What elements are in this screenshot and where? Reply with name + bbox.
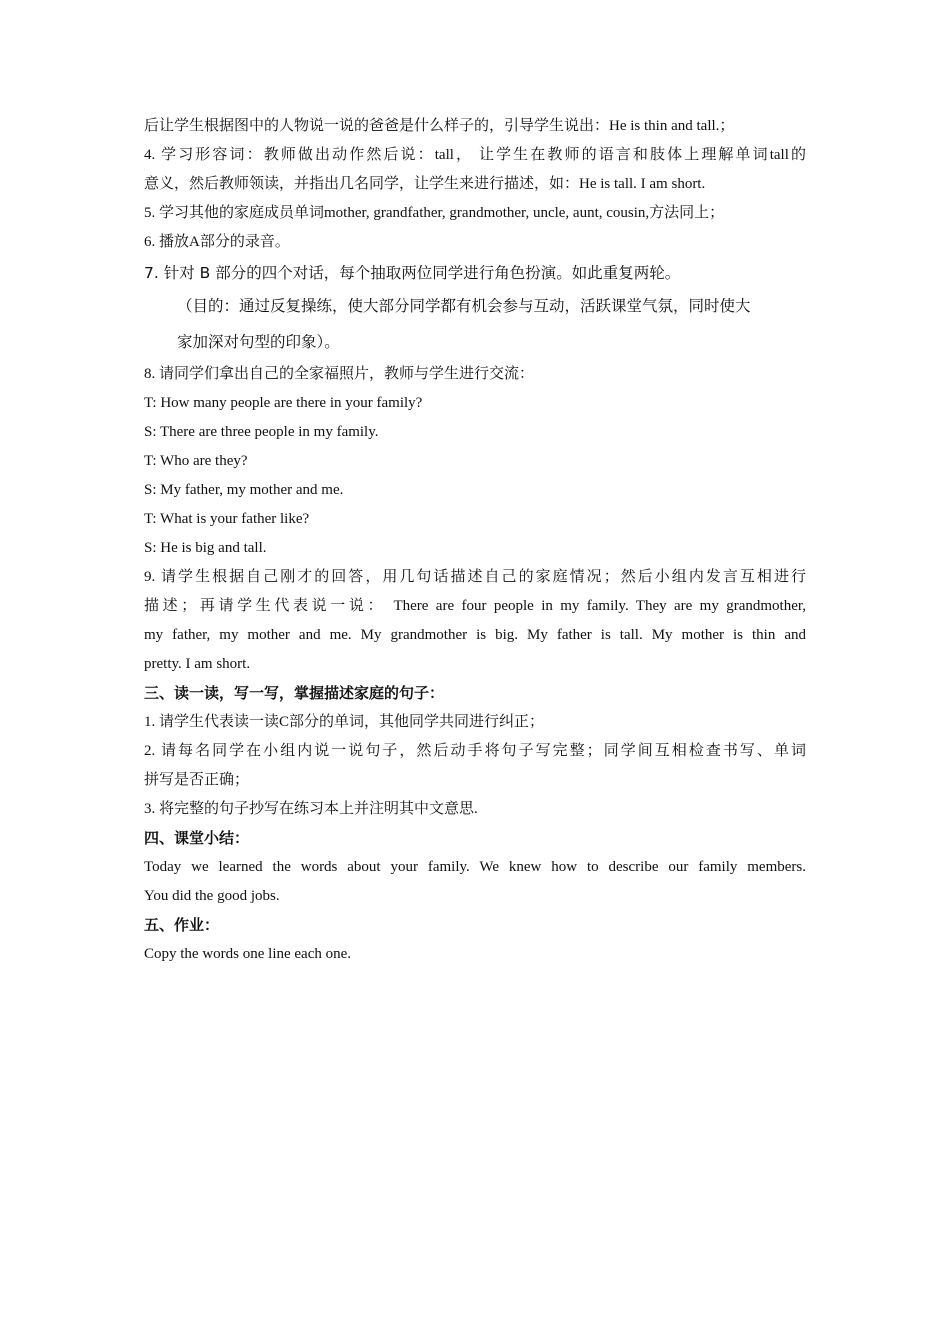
dialog-line: S: He is big and tall. bbox=[144, 540, 267, 556]
dialog-line: T: How many people are there in your family? bbox=[144, 395, 423, 411]
text-line: 家加深对句型的印象）。 bbox=[177, 333, 340, 351]
text-line: 1. 请学生代表读一读C部分的单词，其他同学共同进行纠正； bbox=[144, 714, 545, 730]
dialog-line: T: Who are they? bbox=[144, 453, 248, 469]
text-line: 拼写是否正确； bbox=[144, 772, 250, 788]
text-line: 7. 针对 B 部分的四个对话，每个抽取两位同学进行角色扮演。如此重复两轮。 bbox=[144, 264, 681, 282]
section-heading: 三、读一读，写一写，掌握描述家庭的句子： bbox=[144, 684, 445, 702]
text-line: 8. 请同学们拿出自己的全家福照片，教师与学生进行交流： bbox=[144, 366, 535, 382]
text-line: 6. 播放A部分的录音。 bbox=[144, 234, 290, 250]
text-line: 4. 学习形容词：教师做出动作然后说：tall， 让学生在教师的语言和肢体上理解单词tall的 bbox=[144, 147, 806, 163]
purpose-note bbox=[144, 288, 806, 360]
section-heading: 四、课堂小结： bbox=[144, 829, 250, 847]
text-line: 3. 将完整的句子抄写在练习本上并注明其中文意思. bbox=[144, 801, 478, 817]
text-line: 2. 请每名同学在小组内说一说句子，然后动手将句子写完整；同学间互相检查书写、单词 bbox=[144, 743, 806, 759]
text-line: pretty. I am short. bbox=[144, 656, 251, 672]
text-line: my father, my mother and me. My grandmother is big. My father is tall. My mother is thin and bbox=[144, 627, 806, 643]
text-line: Copy the words one line each one. bbox=[144, 946, 352, 962]
dialog-line: T: What is your father like? bbox=[144, 511, 310, 527]
text-line: （目的：通过反复操练，使大部分同学都有机会参与互动，活跃课堂气氛，同时使大 bbox=[177, 297, 751, 315]
text-line: 描述；再请学生代表说一说： There are four people in my family. They are my grandmother, bbox=[144, 598, 806, 614]
text-line: Today we learned the words about your family. We knew how to describe our family members. bbox=[144, 859, 806, 875]
text-line: You did the good jobs. bbox=[144, 888, 280, 904]
dialog-line: S: There are three people in my family. bbox=[144, 424, 379, 440]
text-line: 9. 请学生根据自己刚才的回答，用几句话描述自己的家庭情况；然后小组内发言互相进行 bbox=[144, 569, 806, 585]
text-line: 后让学生根据图中的人物说一说的爸爸是什么样子的，引导学生说出：He is thin and tall.； bbox=[144, 118, 735, 134]
text-line: 意义，然后教师领读，并指出几名同学，让学生来进行描述，如：He is tall. I am short. bbox=[144, 176, 706, 192]
document-body bbox=[144, 112, 806, 969]
section-heading: 五、作业： bbox=[144, 916, 220, 934]
dialog-line: S: My father, my mother and me. bbox=[144, 482, 344, 498]
text-line: 5. 学习其他的家庭成员单词mother, grandfather, grandmother, uncle, aunt, cousin,方法同上； bbox=[144, 205, 725, 221]
